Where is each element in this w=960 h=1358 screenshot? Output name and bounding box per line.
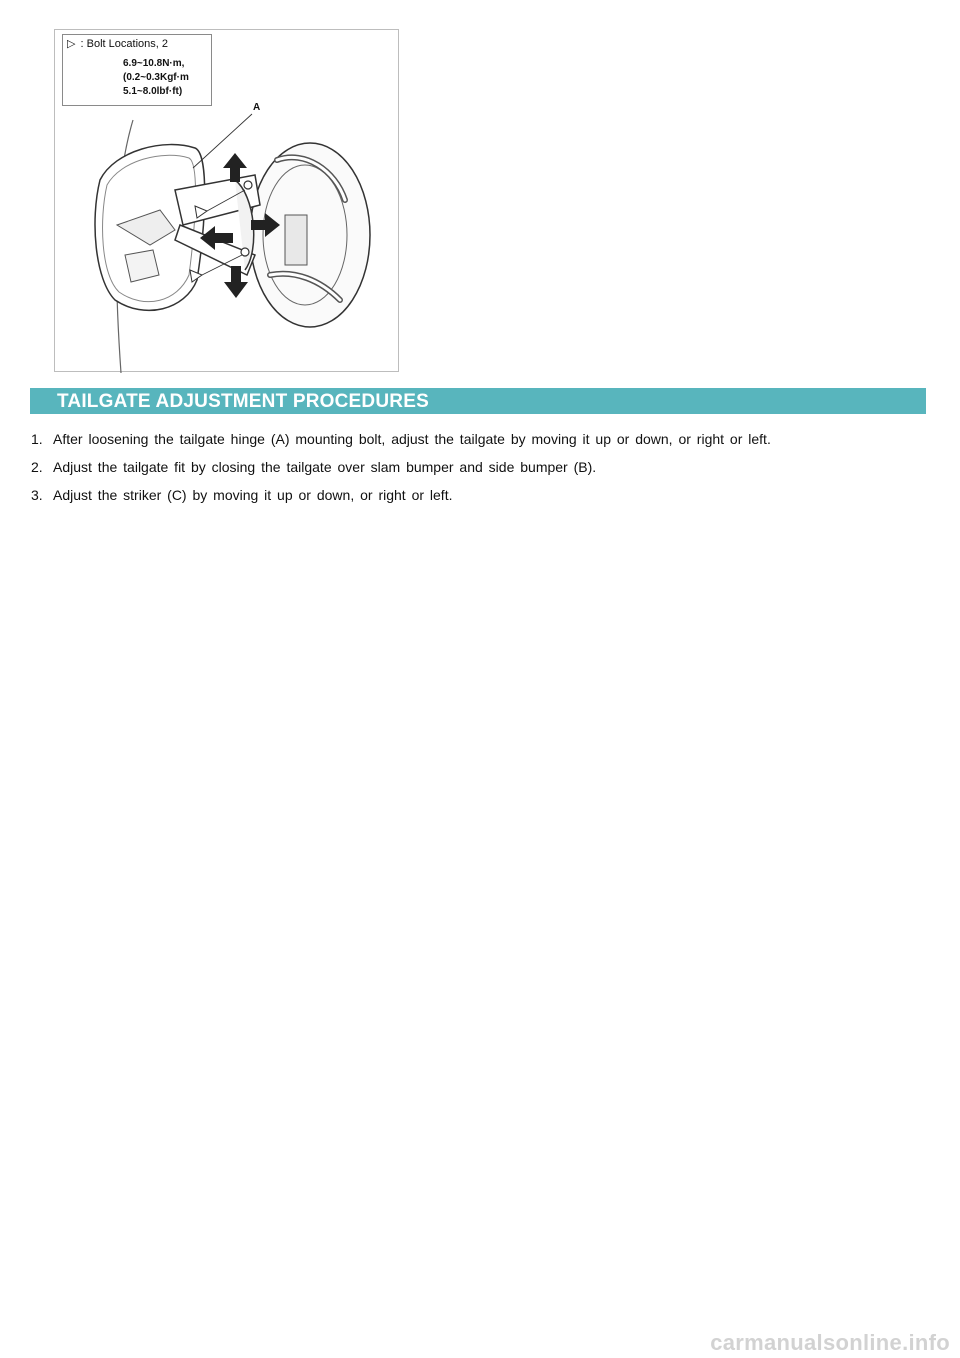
procedure-step	[31, 425, 931, 453]
bolt-location-label: : Bolt Locations, 2	[80, 38, 168, 50]
section-title: TAILGATE ADJUSTMENT PROCEDURES	[57, 391, 429, 412]
bolt-location-marker-icon: ▷	[67, 38, 76, 50]
bolt-location-legend	[67, 37, 168, 50]
torque-line-2: (0.2~0.3Kgf·m	[123, 72, 189, 83]
hinge-bolt-upper	[244, 181, 252, 189]
step-text: Adjust the striker (C) by moving it up or down, or right or left.	[53, 487, 453, 503]
torque-spec	[123, 57, 189, 99]
section-header-bar	[30, 388, 926, 414]
procedure-steps	[31, 425, 931, 509]
torque-line-1: 6.9~10.8N·m,	[123, 58, 185, 69]
step-text: After loosening the tailgate hinge (A) mounting bolt, adjust the tailgate by moving it up or down, or right or left.	[53, 431, 771, 447]
step-number: 2.	[31, 459, 43, 475]
step-number: 3.	[31, 487, 43, 503]
callout-a-label: A	[253, 102, 261, 113]
bolt-legend-box	[62, 34, 212, 106]
fuel-door-figure	[54, 29, 399, 372]
hinge-bolt-lower	[241, 248, 249, 256]
procedure-step	[31, 453, 931, 481]
step-text: Adjust the tailgate fit by closing the tailgate over slam bumper and side bumper (B).	[53, 459, 597, 475]
step-number: 1.	[31, 431, 43, 447]
watermark: carmanualsonline.info	[710, 1330, 950, 1355]
torque-line-3: 5.1~8.0lbf·ft)	[123, 86, 183, 97]
procedure-step	[31, 481, 931, 509]
